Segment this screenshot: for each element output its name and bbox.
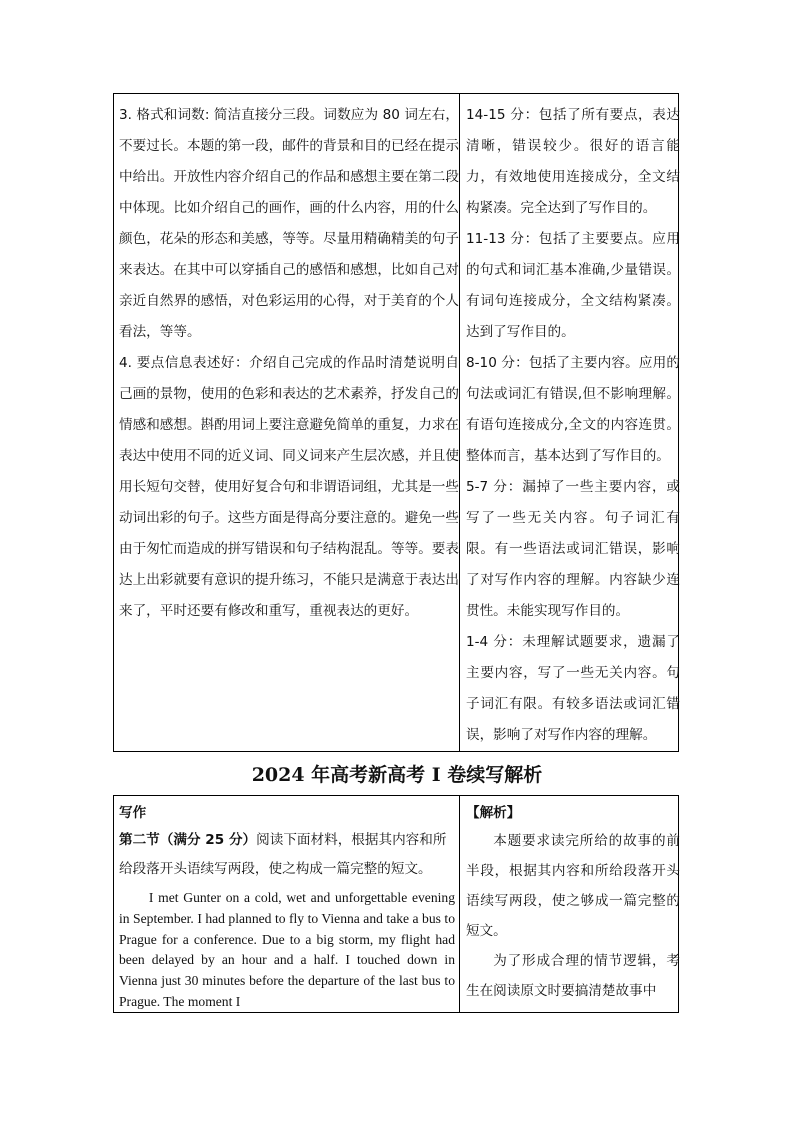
criteria-1-4: 1-4 分：未理解试题要求，遗漏了主要内容，写了一些无关内容。句子词汇有限。有较多语法或词汇错误，影响了对写作内容的理解。 [466, 634, 680, 743]
criteria-14-15: 14-15 分：包括了所有要点，表达清晰，错误较少。很好的语言能力，有效地使用连接成分，全文结构紧凑。完全达到了写作目的。 [466, 107, 680, 216]
criteria-11-13: 11-13 分：包括了主要要点。应用的句式和词汇基本准确,少量错误。有词句连接成分，全文结构紧凑。达到了写作目的。 [466, 231, 680, 340]
score-criteria-column [460, 94, 680, 751]
question-column [114, 796, 460, 1012]
criteria-8-10: 8-10 分：包括了主要内容。应用的句法或词汇有错误,但不影响理解。有语句连接成分,全文的内容连贯。整体而言，基本达到了写作目的。 [466, 355, 680, 464]
scoring-table [113, 93, 679, 752]
analysis-paragraph: 本题要求读完所给的故事的前半段，根据其内容和所给段落开头语续写两段，使之够成一篇完整的短文。 [466, 833, 680, 939]
story-passage: I met Gunter on a cold, wet and unforgettable evening in September. I had planned to fly to Vienna and take a bus to Prague for a conference. Due to a big storm, my flight had been delayed by an hour and a half. I touched down in Vienna just 30 minutes before the departure of the last bus to Prague. The moment I [119, 890, 455, 1009]
page-title: 2024 年高考新高考 I 卷续写解析 [251, 764, 543, 786]
section-score: 第二节（满分 25 分） [119, 832, 257, 848]
criteria-5-7: 5-7 分：漏掉了一些主要内容，或写了一些无关内容。句子词汇有限。有一些语法或词汇错误，影响了对写作内容的理解。内容缺少连贯性。未能实现写作目的。 [466, 479, 680, 619]
tip-key-points: 4. 要点信息表述好：介绍自己完成的作品时清楚说明自己画的景物，使用的色彩和表达的艺术素养，抒发自己的情感和感想。斟酌用词上要注意避免简单的重复，力求在表达中使用不同的近义词、同义词来产生层次感，并且使用长短句交替，使用好复合句和非谓语词组，尤其是一些动词出彩的句子。这些方面是得高分要注意的。避免一些由于匆忙而造成的拼写错误和句子结构混乱。等等。要表达上出彩就要有意识的提升练习，不能只是满意于表达出来了，平时还要有修改和重写，重视表达的更好。 [119, 355, 459, 619]
section-heading: 写作 [119, 805, 147, 821]
writing-tips-column [114, 94, 460, 751]
analysis-paragraph: 为了形成合理的情节逻辑，考生在阅读原文时要搞清楚故事中 [466, 953, 680, 999]
continuation-table [113, 795, 679, 1013]
section-instruction [119, 826, 459, 884]
analysis-heading: 【解析】 [466, 805, 521, 821]
analysis-column [460, 796, 680, 1012]
section-text: 阅读下面材料，根据其内容和所给段落开头语续写两段，使之构成一篇完整的短文。 [119, 832, 447, 877]
tip-format: 3. 格式和词数: 简洁直接分三段。词数应为 80 词左右，不要过长。本题的第一段，邮件的背景和目的已经在提示中给出。开放性内容介绍自己的作品和感想主要在第二段中体现。比如介绍自己的画作，画的什么内容，用的什么颜色，花朵的形态和美感，等等。尽量用精确精美的句子来表达。在其中可以穿插自己的感悟和感想，比如自己对亲近自然界的感悟，对色彩运用的心得，对于美育的个人看法，等等。 [119, 107, 459, 340]
